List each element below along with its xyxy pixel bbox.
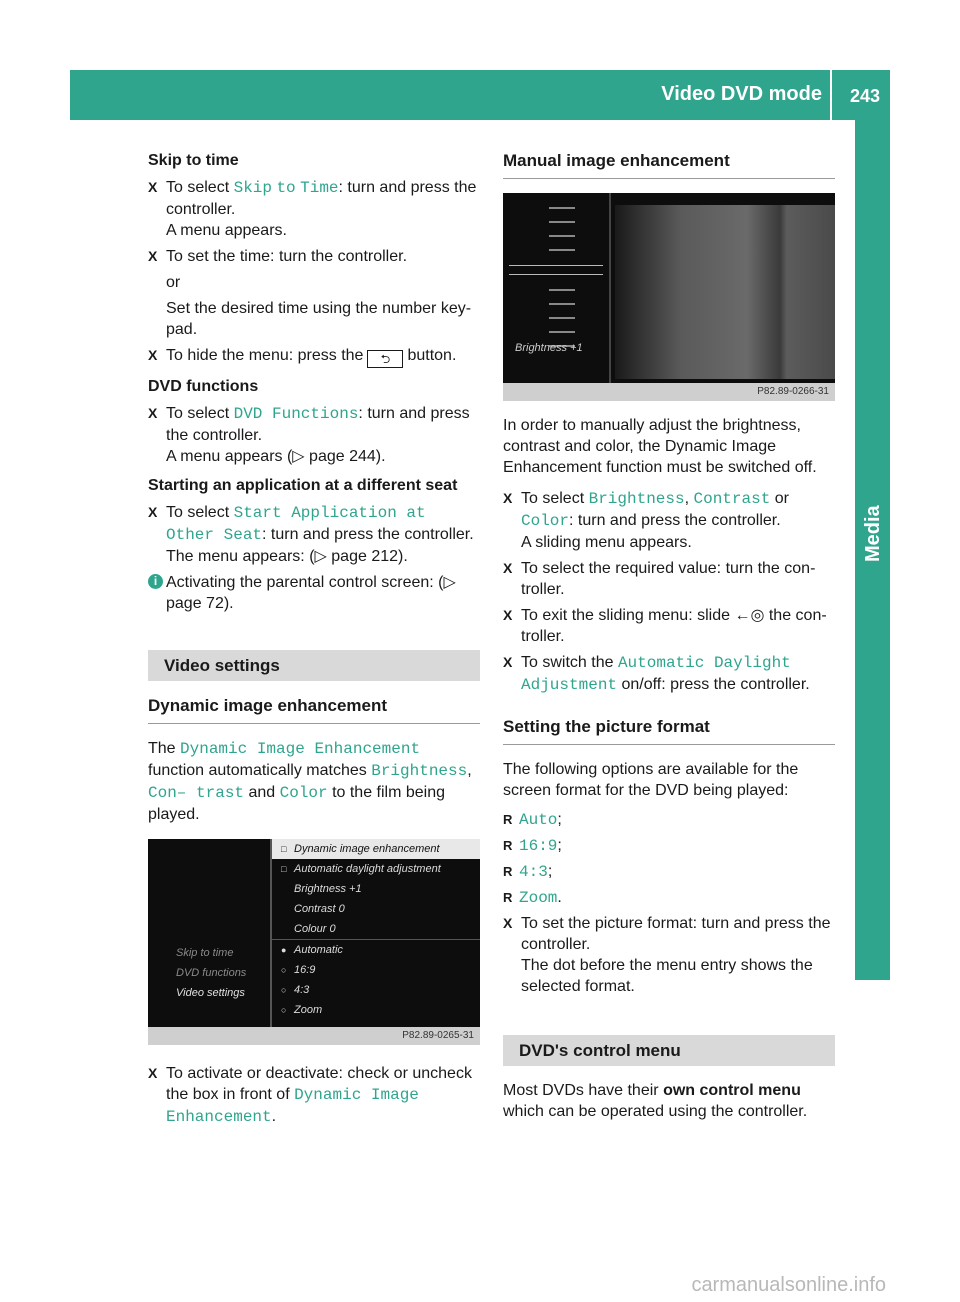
code-contrast: Con– trast <box>148 784 245 802</box>
screen-option: □ Automatic daylight adjustment <box>281 863 441 875</box>
format-option: R 4:3; <box>503 861 835 883</box>
right-column <box>503 150 835 1127</box>
info-icon: i <box>148 574 163 589</box>
screen-option: ● Automatic <box>281 944 343 956</box>
screen-options-list <box>270 839 480 1027</box>
format-option: R Zoom. <box>503 887 835 909</box>
start-app-heading: Starting an application at a different seat <box>148 477 458 494</box>
video-settings-band: Video settings <box>148 650 480 681</box>
code-to: to <box>276 179 296 197</box>
manual-step-3: X To exit the sliding menu: slide ←◎ the con-troller. <box>503 605 835 647</box>
code-start-application: Start Application at Other Seat <box>166 504 426 544</box>
screen-option: ○ 16:9 <box>281 964 316 976</box>
screen-option: □ Dynamic image enhancement <box>272 839 480 859</box>
skip-alt: Set the desired time using the number key-pad. <box>166 300 472 338</box>
code-dynamic-image-enhancement: Dynamic Image Enhancement <box>180 740 421 758</box>
control-menu-paragraph: Most DVDs have their own control menu which can be operated using the controller. <box>503 1082 808 1120</box>
skip-step-2: X To set the time: turn the controller. <box>148 246 480 267</box>
code-dvd-functions: DVD Functions <box>233 405 359 423</box>
screen-option: ○ Zoom <box>281 1004 323 1016</box>
code-brightness: Brightness <box>371 762 468 780</box>
dvd-functions-result: A menu appears (▷ page 244). <box>166 448 386 465</box>
header-divider <box>830 70 832 120</box>
screen-menu-video: Video settings <box>176 987 245 999</box>
code-brightness-2: Brightness <box>588 490 685 508</box>
left-column <box>148 150 480 1133</box>
back-button-icon: ⮌ <box>367 350 403 368</box>
screen-caption: P82.89-0265-31 <box>148 1027 480 1045</box>
format-intro: The following options are available for the screen format for the DVD being played: <box>503 761 799 799</box>
screen-option: Contrast 0 <box>294 903 345 915</box>
code-color-2: Color <box>521 512 570 530</box>
code-color: Color <box>279 784 328 802</box>
skip-result: A menu appears. <box>166 222 287 239</box>
code-automatic-daylight: Automatic Daylight Adjustment <box>521 654 791 694</box>
start-app-step: X To select Start Application at Other Seat: turn and press the controller. The menu appears: (▷ page 212). <box>148 502 480 567</box>
info-note: i Activating the parental control screen: (▷ page 72). <box>148 572 480 614</box>
dynamic-image-paragraph: The Dynamic Image Enhancement function automatically matches Brightness, Con– trast and Color to the film being played. <box>148 740 472 823</box>
screen-menu-dvd: DVD functions <box>176 967 247 979</box>
screen-option: Colour 0 <box>272 919 480 940</box>
code-dynamic-image-enhancement-2: Dynamic Image Enhancement <box>166 1086 419 1126</box>
film-frame <box>615 205 835 379</box>
code-skip: Skip <box>233 179 272 197</box>
video-settings-screenshot <box>148 839 480 1045</box>
slider-marker <box>509 265 603 275</box>
dvd-functions-heading: DVD functions <box>148 378 259 395</box>
screen-option: Brightness +1 <box>294 883 362 895</box>
manual-screenshot <box>503 193 835 401</box>
page-header <box>70 70 890 120</box>
screen-caption-2: P82.89-0266-31 <box>503 383 835 401</box>
skip-step-3: X To hide the menu: press the ⮌ button. <box>148 345 480 368</box>
manual-step-1: X To select Brightness, Contrast or Color: turn and press the controller. A sliding menu appears. <box>503 488 835 553</box>
code-contrast-2: Contrast <box>693 490 771 508</box>
slider-panel <box>503 193 611 383</box>
activate-step: X To activate or deactivate: check or uncheck the box in front of Dynamic Image Enhancement. <box>148 1063 480 1128</box>
control-menu-band: DVD's control menu <box>503 1035 835 1066</box>
dvd-functions-step: X To select DVD Functions: turn and press the controller. A menu appears (▷ page 244). <box>148 403 480 467</box>
slider-label: Brightness +1 <box>515 342 583 354</box>
section-title: Video DVD mode <box>661 83 822 105</box>
watermark: carmanualsonline.info <box>691 1274 886 1296</box>
page-number: 243 <box>849 86 880 106</box>
format-step: X To set the picture format: turn and press the controller. The dot before the menu entry shows the selected format. <box>503 913 835 997</box>
code-time: Time <box>300 179 339 197</box>
skip-or: or <box>166 274 181 291</box>
manual-heading: Manual image enhancement <box>503 150 835 179</box>
format-heading: Setting the picture format <box>503 716 835 745</box>
screen-menu-skip: Skip to time <box>176 947 234 959</box>
manual-step-4: X To switch the Automatic Daylight Adjustment on/off: press the controller. <box>503 652 835 696</box>
screen-option: ○ 4:3 <box>281 984 310 996</box>
manual-step-2: X To select the required value: turn the con-troller. <box>503 558 835 600</box>
side-tab-label: Media <box>862 505 884 562</box>
manual-intro: In order to manually adjust the brightness, contrast and color, the Dynamic Image Enhancement function must be switched off. <box>503 417 817 476</box>
screen-left-menu <box>176 943 266 1003</box>
format-option: R 16:9; <box>503 835 835 857</box>
skip-heading: Skip to time <box>148 152 239 169</box>
format-option: R Auto; <box>503 809 835 831</box>
start-app-result: The menu appears: (▷ page 212). <box>166 548 408 565</box>
dynamic-image-heading: Dynamic image enhancement <box>148 695 480 724</box>
skip-step-1: X To select Skip to Time: turn and press the controller. A menu appears. <box>148 177 480 241</box>
